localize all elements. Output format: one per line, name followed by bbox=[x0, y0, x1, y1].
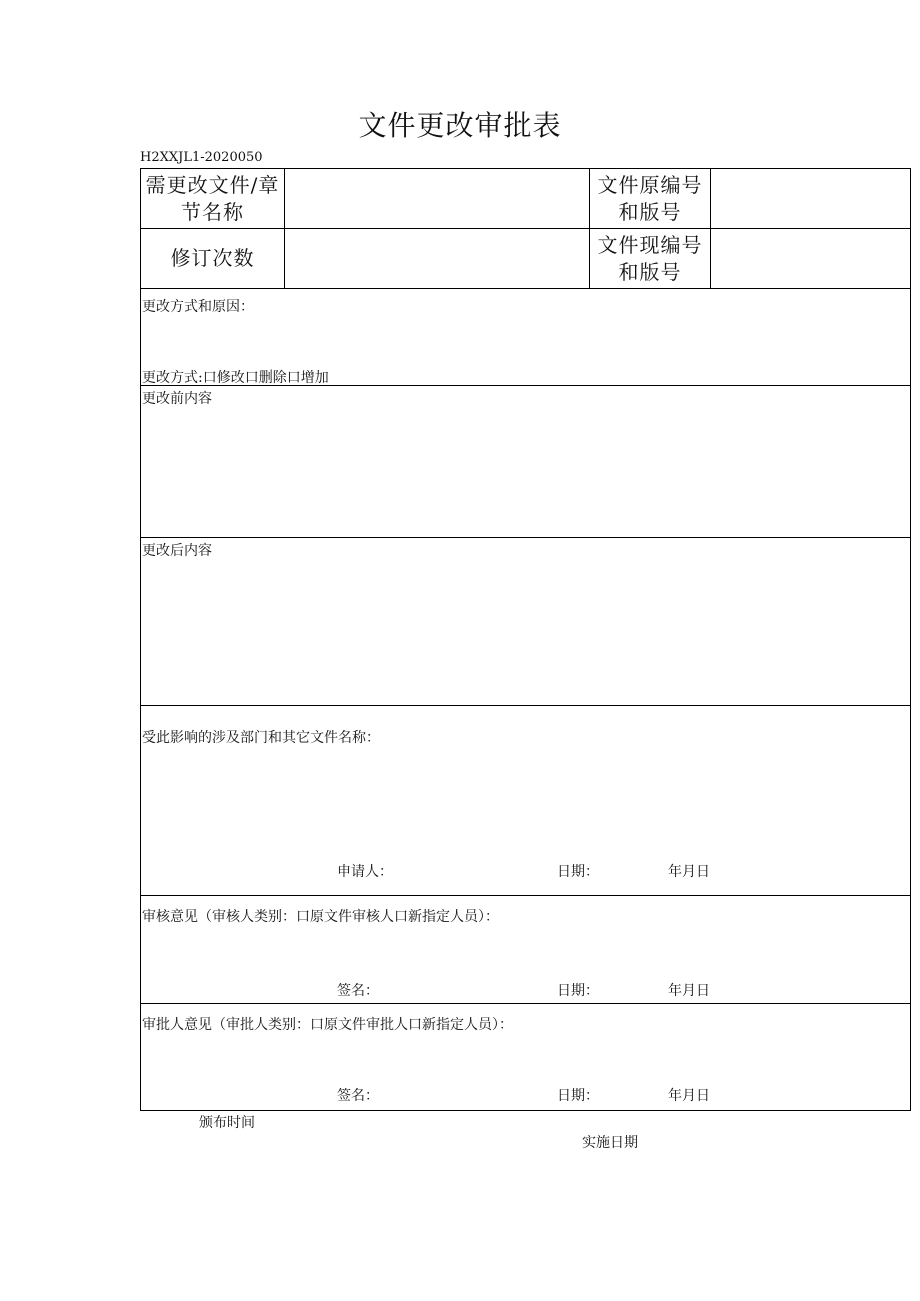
original-number-version-label: 文件原编号和版号 bbox=[597, 172, 703, 224]
approval-opinion-label: 审批人意见（审批人类别：口原文件审批人口新指定人员）： bbox=[142, 1017, 513, 1033]
page-title: 文件更改审批表 bbox=[358, 109, 562, 142]
changed-document-name-field[interactable] bbox=[285, 169, 589, 228]
original-number-version-field[interactable] bbox=[711, 169, 910, 228]
divider bbox=[141, 1003, 910, 1004]
applicant-date-label: 日期： bbox=[557, 864, 599, 880]
review-opinion-label: 审核意见（审核人类别：口原文件审核人口新指定人员）： bbox=[142, 909, 499, 925]
divider bbox=[141, 705, 910, 706]
current-number-version-label: 文件现编号和版号 bbox=[597, 232, 703, 284]
applicant-label: 申请人： bbox=[337, 864, 393, 880]
revision-count-field[interactable] bbox=[285, 229, 589, 288]
revision-count-label: 修订次数 bbox=[170, 246, 255, 270]
approval-sign-label: 签名： bbox=[337, 1088, 379, 1104]
changed-document-name-label: 需更改文件/章节名称 bbox=[145, 172, 280, 224]
content-after-label: 更改后内容 bbox=[142, 543, 212, 559]
review-date-label: 日期： bbox=[557, 983, 599, 999]
approval-form bbox=[140, 168, 911, 1111]
form-code: H2XXJL1-2020050 bbox=[140, 150, 263, 165]
content-before-label: 更改前内容 bbox=[142, 391, 212, 407]
effective-date-label: 实施日期 bbox=[582, 1135, 638, 1151]
divider bbox=[141, 537, 910, 538]
approval-date-label: 日期： bbox=[557, 1088, 599, 1104]
change-method-options[interactable]: 更改方式:口修改口删除口增加 bbox=[142, 370, 329, 386]
divider bbox=[141, 895, 910, 896]
issue-time-label: 颁布时间 bbox=[199, 1115, 255, 1131]
review-sign-label: 签名： bbox=[337, 983, 379, 999]
current-number-version-field[interactable] bbox=[711, 229, 910, 288]
affected-departments-label: 受此影响的涉及部门和其它文件名称： bbox=[142, 730, 380, 746]
applicant-ymd-label: 年月日 bbox=[668, 864, 710, 880]
divider bbox=[141, 288, 910, 289]
approval-ymd-label: 年月日 bbox=[668, 1088, 710, 1104]
change-reason-label: 更改方式和原因： bbox=[142, 299, 254, 315]
review-ymd-label: 年月日 bbox=[668, 983, 710, 999]
